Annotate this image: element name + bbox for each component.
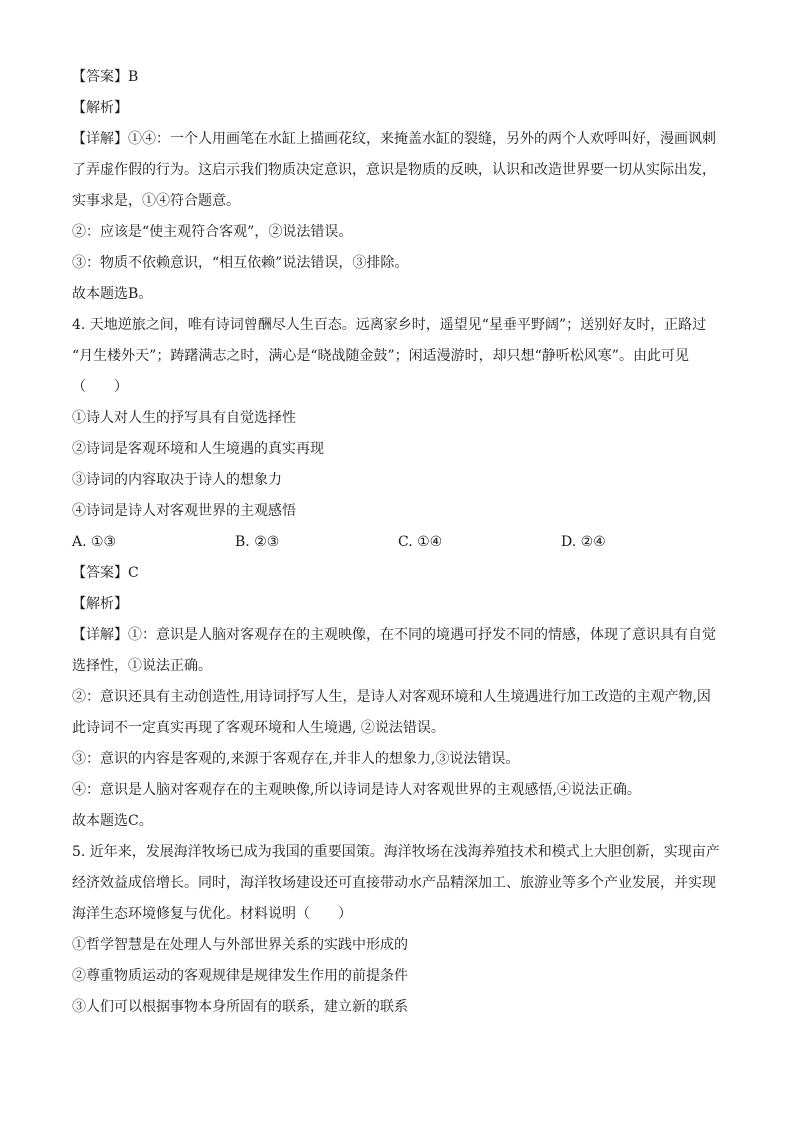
q3-detail-line-1: 【详解】①④：一个人用画笔在水缸上描画花纹，来掩盖水缸的裂缝，另外的两个人欢呼叫好，漫画讽刺	[72, 131, 716, 147]
q4-statement-3: ③诗词的内容取决于诗人的想象力	[72, 472, 282, 488]
q4-stem-line-1: 4. 天地逆旅之间，唯有诗词曾酬尽人生百态。远离家乡时，遥望见“星垂平野阔”；送别好友时，正路过	[72, 317, 707, 333]
q4-statement-4: ④诗词是诗人对客观世界的主观感悟	[72, 503, 296, 519]
q4-option-a: A. ①③	[72, 534, 117, 550]
q4-point-2-line-2: 此诗词不一定真实再现了客观环境和人生境遇, ②说法错误。	[72, 720, 445, 736]
q4-point-4: ④：意识是人脑对客观存在的主观映像,所以诗词是诗人对客观世界的主观感悟,④说法正确。	[72, 782, 641, 798]
q4-statement-1: ①诗人对人生的抒写具有自觉选择性	[72, 410, 296, 426]
q5-stem-line-1: 5. 近年来，发展海洋牧场已成为我国的重要国策。海洋牧场在浅海养殖技术和模式上大胆创新，实现亩产	[72, 844, 720, 860]
q4-option-b: B. ②③	[235, 534, 280, 550]
q3-conclusion: 故本题选B。	[72, 286, 153, 302]
q5-statement-2: ②尊重物质运动的客观规律是规律发生作用的前提条件	[72, 968, 408, 984]
q4-option-d: D. ②④	[561, 534, 606, 550]
q4-conclusion: 故本题选C。	[72, 813, 153, 829]
q3-point-2: ②：应该是“使主观符合客观”，②说法错误。	[72, 224, 353, 240]
q4-stem-line-2: “月生楼外天”；踌躇满志之时，满心是“晓战随金鼓”；闲适漫游时，却只想“静听松风寒”。由此可见	[72, 348, 689, 364]
q5-statement-1: ①哲学智慧是在处理人与外部世界关系的实践中形成的	[72, 937, 408, 953]
q3-answer: 【答案】B	[72, 69, 139, 85]
q5-stem-line-3: 海洋生态环境修复与优化。材料说明（ ）	[72, 906, 352, 922]
q5-statement-3: ③人们可以根据事物本身所固有的联系，建立新的联系	[72, 999, 408, 1015]
q4-analysis-label: 【解析】	[72, 596, 128, 612]
q3-detail-line-2: 了弄虚作假的行为。这启示我们物质决定意识，意识是物质的反映，认识和改造世界要一切从实际出发，	[72, 162, 716, 178]
q4-detail-line-2: 选择性，①说法正确。	[72, 658, 212, 674]
q4-point-2-line-1: ②：意识还具有主动创造性,用诗词抒写人生，是诗人对客观环境和人生境遇进行加工改造的主观产物,因	[72, 689, 711, 705]
q3-point-3: ③：物质不依赖意识，“相互依赖”说法错误，③排除。	[72, 255, 409, 271]
q4-statement-2: ②诗词是客观环境和人生境遇的真实再现	[72, 441, 324, 457]
q3-analysis-label: 【解析】	[72, 100, 128, 116]
q4-answer: 【答案】C	[72, 565, 139, 581]
q4-options	[72, 527, 724, 558]
q4-point-3: ③：意识的内容是客观的,来源于客观存在,并非人的想象力,③说法错误。	[72, 751, 520, 767]
q4-stem-line-3: （ ）	[72, 379, 128, 395]
q5-stem-line-2: 经济效益成倍增长。同时，海洋牧场建设还可直接带动水产品精深加工、旅游业等多个产业发展，并实现	[72, 875, 716, 891]
document-page	[72, 62, 724, 1023]
q3-detail-line-3: 实事求是，①④符合题意。	[72, 193, 240, 209]
q4-detail-line-1: 【详解】①：意识是人脑对客观存在的主观映像，在不同的境遇可抒发不同的情感，体现了意识具有自觉	[72, 627, 716, 643]
q4-option-c: C. ①④	[398, 534, 443, 550]
